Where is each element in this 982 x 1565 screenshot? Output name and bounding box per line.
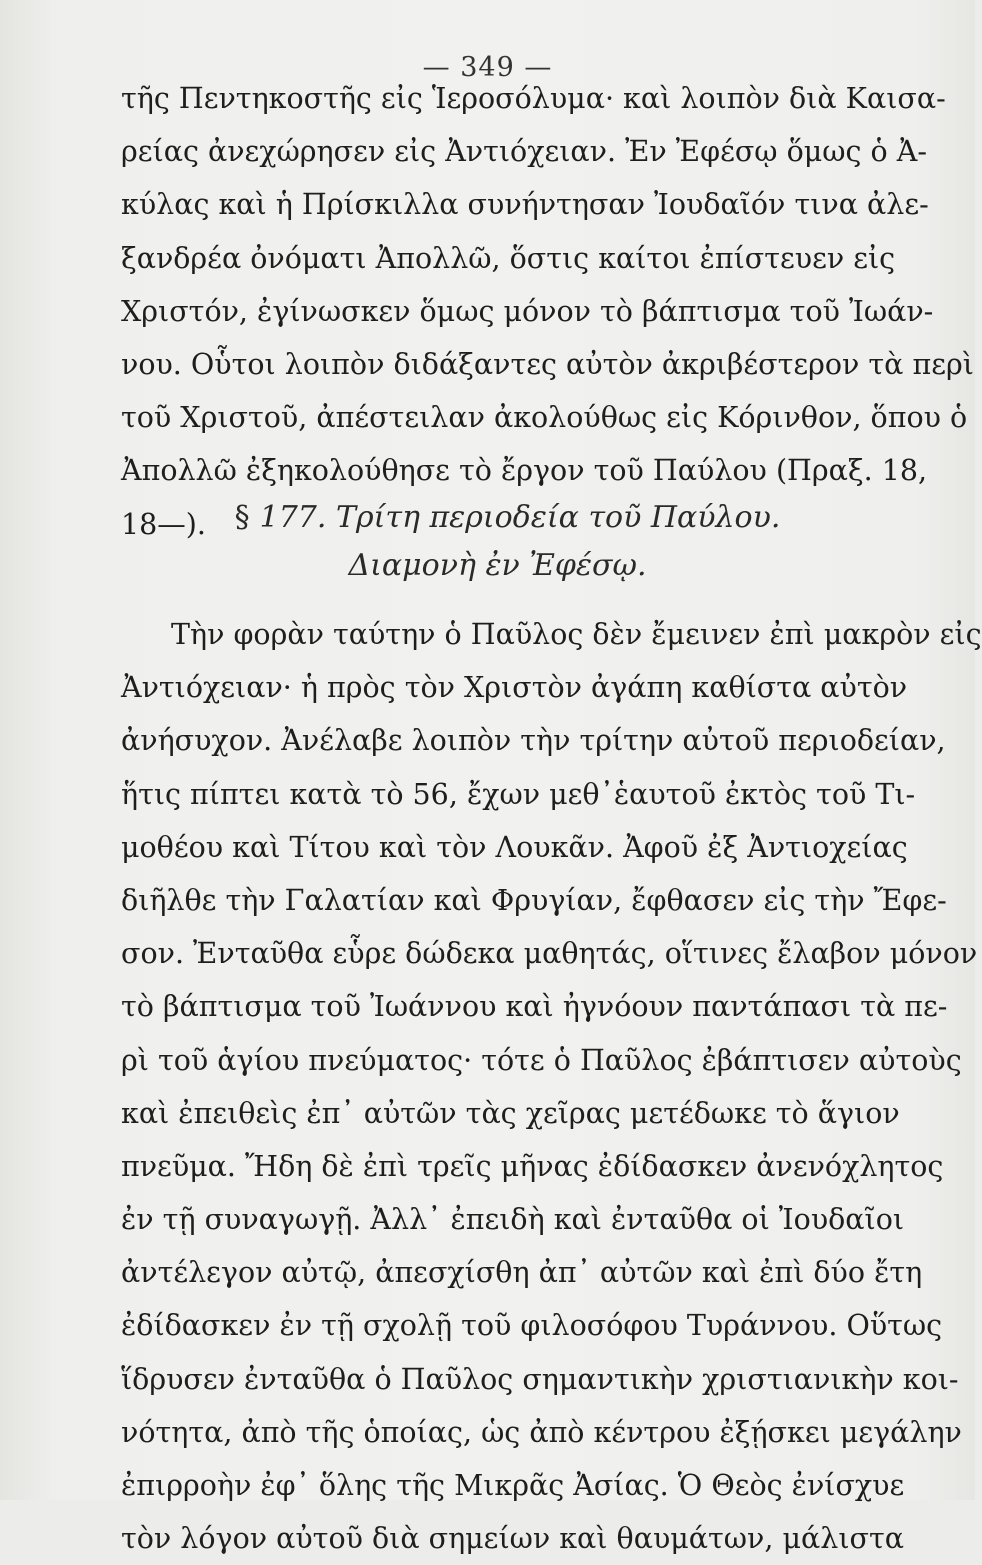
section-heading	[0, 500, 975, 535]
text-line: ἥτις πίπτει κατὰ τὸ 56, ἔχων μεθ᾽ἑαυτοῦ ἐκτὸς τοῦ Τι-	[121, 777, 916, 811]
paragraph-2	[121, 608, 982, 1565]
text-line: τοῦ Χριστοῦ, ἀπέστειλαν ἀκολούθως εἰς Κόρινθον, ὅπου ὁ	[121, 401, 968, 435]
text-line: πνεῦμα. Ἤδη δὲ ἐπὶ τρεῖς μῆνας ἐδίδασκεν ἀνενόχλητος	[121, 1149, 944, 1183]
text-line: καὶ ἐπειθεὶς ἐπ᾽ αὐτῶν τὰς χεῖρας μετέδωκε τὸ ἅγιον	[121, 1096, 900, 1130]
text-line: ἀνήσυχον. Ἀνέλαβε λοιπὸν τὴν τρίτην αὐτοῦ περιοδείαν,	[121, 724, 946, 758]
text-line: σον. Ἐνταῦθα εὗρε δώδεκα μαθητάς, οἵτινες ἔλαβον μόνον	[121, 937, 978, 971]
text-line: Χριστόν, ἐγίνωσκεν ὅμως μόνον τὸ βάπτισμα τοῦ Ἰωάν-	[121, 294, 934, 328]
text-line: κύλας καὶ ἡ Πρίσκιλλα συνήντησαν Ἰουδαῖόν τινα ἀλε-	[121, 188, 929, 222]
text-line: ἐδίδασκεν ἐν τῇ σχολῇ τοῦ φιλοσόφου Τυράννου. Οὕτως	[121, 1309, 943, 1343]
text-line: Τὴν φορὰν ταύτην ὁ Παῦλος δὲν ἔμεινεν ἐπὶ μακρὸν εἰς	[171, 618, 982, 651]
text-line: ἐπιρροὴν ἐφ᾽ ὅλης τῆς Μικρᾶς Ἀσίας. Ὁ Θεὸς ἐνίσχυε	[121, 1469, 905, 1502]
section-title: 177. Τρίτη περιοδεία τοῦ Παύλου.	[259, 500, 781, 535]
text-line: ρὶ τοῦ ἁγίου πνεύματος· τότε ὁ Παῦλος ἐβάπτισεν αὐτοὺς	[121, 1043, 962, 1077]
section-subheading: Διαμονὴ ἐν Ἐφέσῳ.	[348, 548, 647, 583]
text-line: τὸ βάπτισμα τοῦ Ἰωάννου καὶ ἠγνόουν παντάπασι τὰ πε-	[121, 990, 948, 1024]
text-line: 18—).	[121, 507, 206, 541]
text-line: τῆς Πεντηκοστῆς εἰς Ἱεροσόλυμα· καὶ λοιπὸν διὰ Καισα-	[121, 82, 946, 115]
text-line: ρείας ἀνεχώρησεν εἰς Ἀντιόχειαν. Ἐν Ἐφέσῳ ὅμως ὁ Ἀ-	[121, 135, 927, 169]
text-line: διῆλθε τὴν Γαλατίαν καὶ Φρυγίαν, ἔφθασεν εἰς τὴν Ἔφε-	[121, 883, 947, 917]
section-mark: §	[234, 500, 250, 535]
text-line: τὸν λόγον αὐτοῦ διὰ σημείων καὶ θαυμάτων, μάλιστα	[121, 1522, 904, 1556]
text-line: ἵδρυσεν ἐνταῦθα ὁ Παῦλος σημαντικὴν χριστιανικὴν κοι-	[121, 1362, 959, 1396]
text-line: νότητα, ἀπὸ τῆς ὁποίας, ὡς ἀπὸ κέντρου ἐξῄσκει μεγάλην	[121, 1415, 962, 1449]
text-line: μοθέου καὶ Τίτου καὶ τὸν Λουκᾶν. Ἀφοῦ ἐξ Ἀντιοχείας	[121, 830, 908, 864]
text-line: Ἀντιόχειαν· ἡ πρὸς τὸν Χριστὸν ἀγάπη καθίστα αὐτὸν	[121, 671, 908, 705]
paragraph-1	[121, 72, 974, 551]
text-line: ἀντέλεγον αὐτῷ, ἀπεσχίσθη ἀπ᾽ αὐτῶν καὶ ἐπὶ δύο ἔτη	[121, 1256, 923, 1290]
text-line: νου. Οὗτοι λοιπὸν διδάξαντες αὐτὸν ἀκριβέστερον τὰ περὶ	[121, 347, 974, 381]
page-number: — 349 —	[422, 52, 553, 83]
text-line: Ἀπολλῶ ἐξηκολούθησε τὸ ἔργον τοῦ Παύλου (Πραξ. 18,	[121, 454, 928, 488]
text-line: ξανδρέα ὀνόματι Ἀπολλῶ, ὅστις καίτοι ἐπίστευεν εἰς	[121, 241, 896, 275]
text-line: ἐν τῇ συναγωγῇ. Ἀλλ᾽ ἐπειδὴ καὶ ἐνταῦθα οἱ Ἰουδαῖοι	[121, 1203, 905, 1237]
